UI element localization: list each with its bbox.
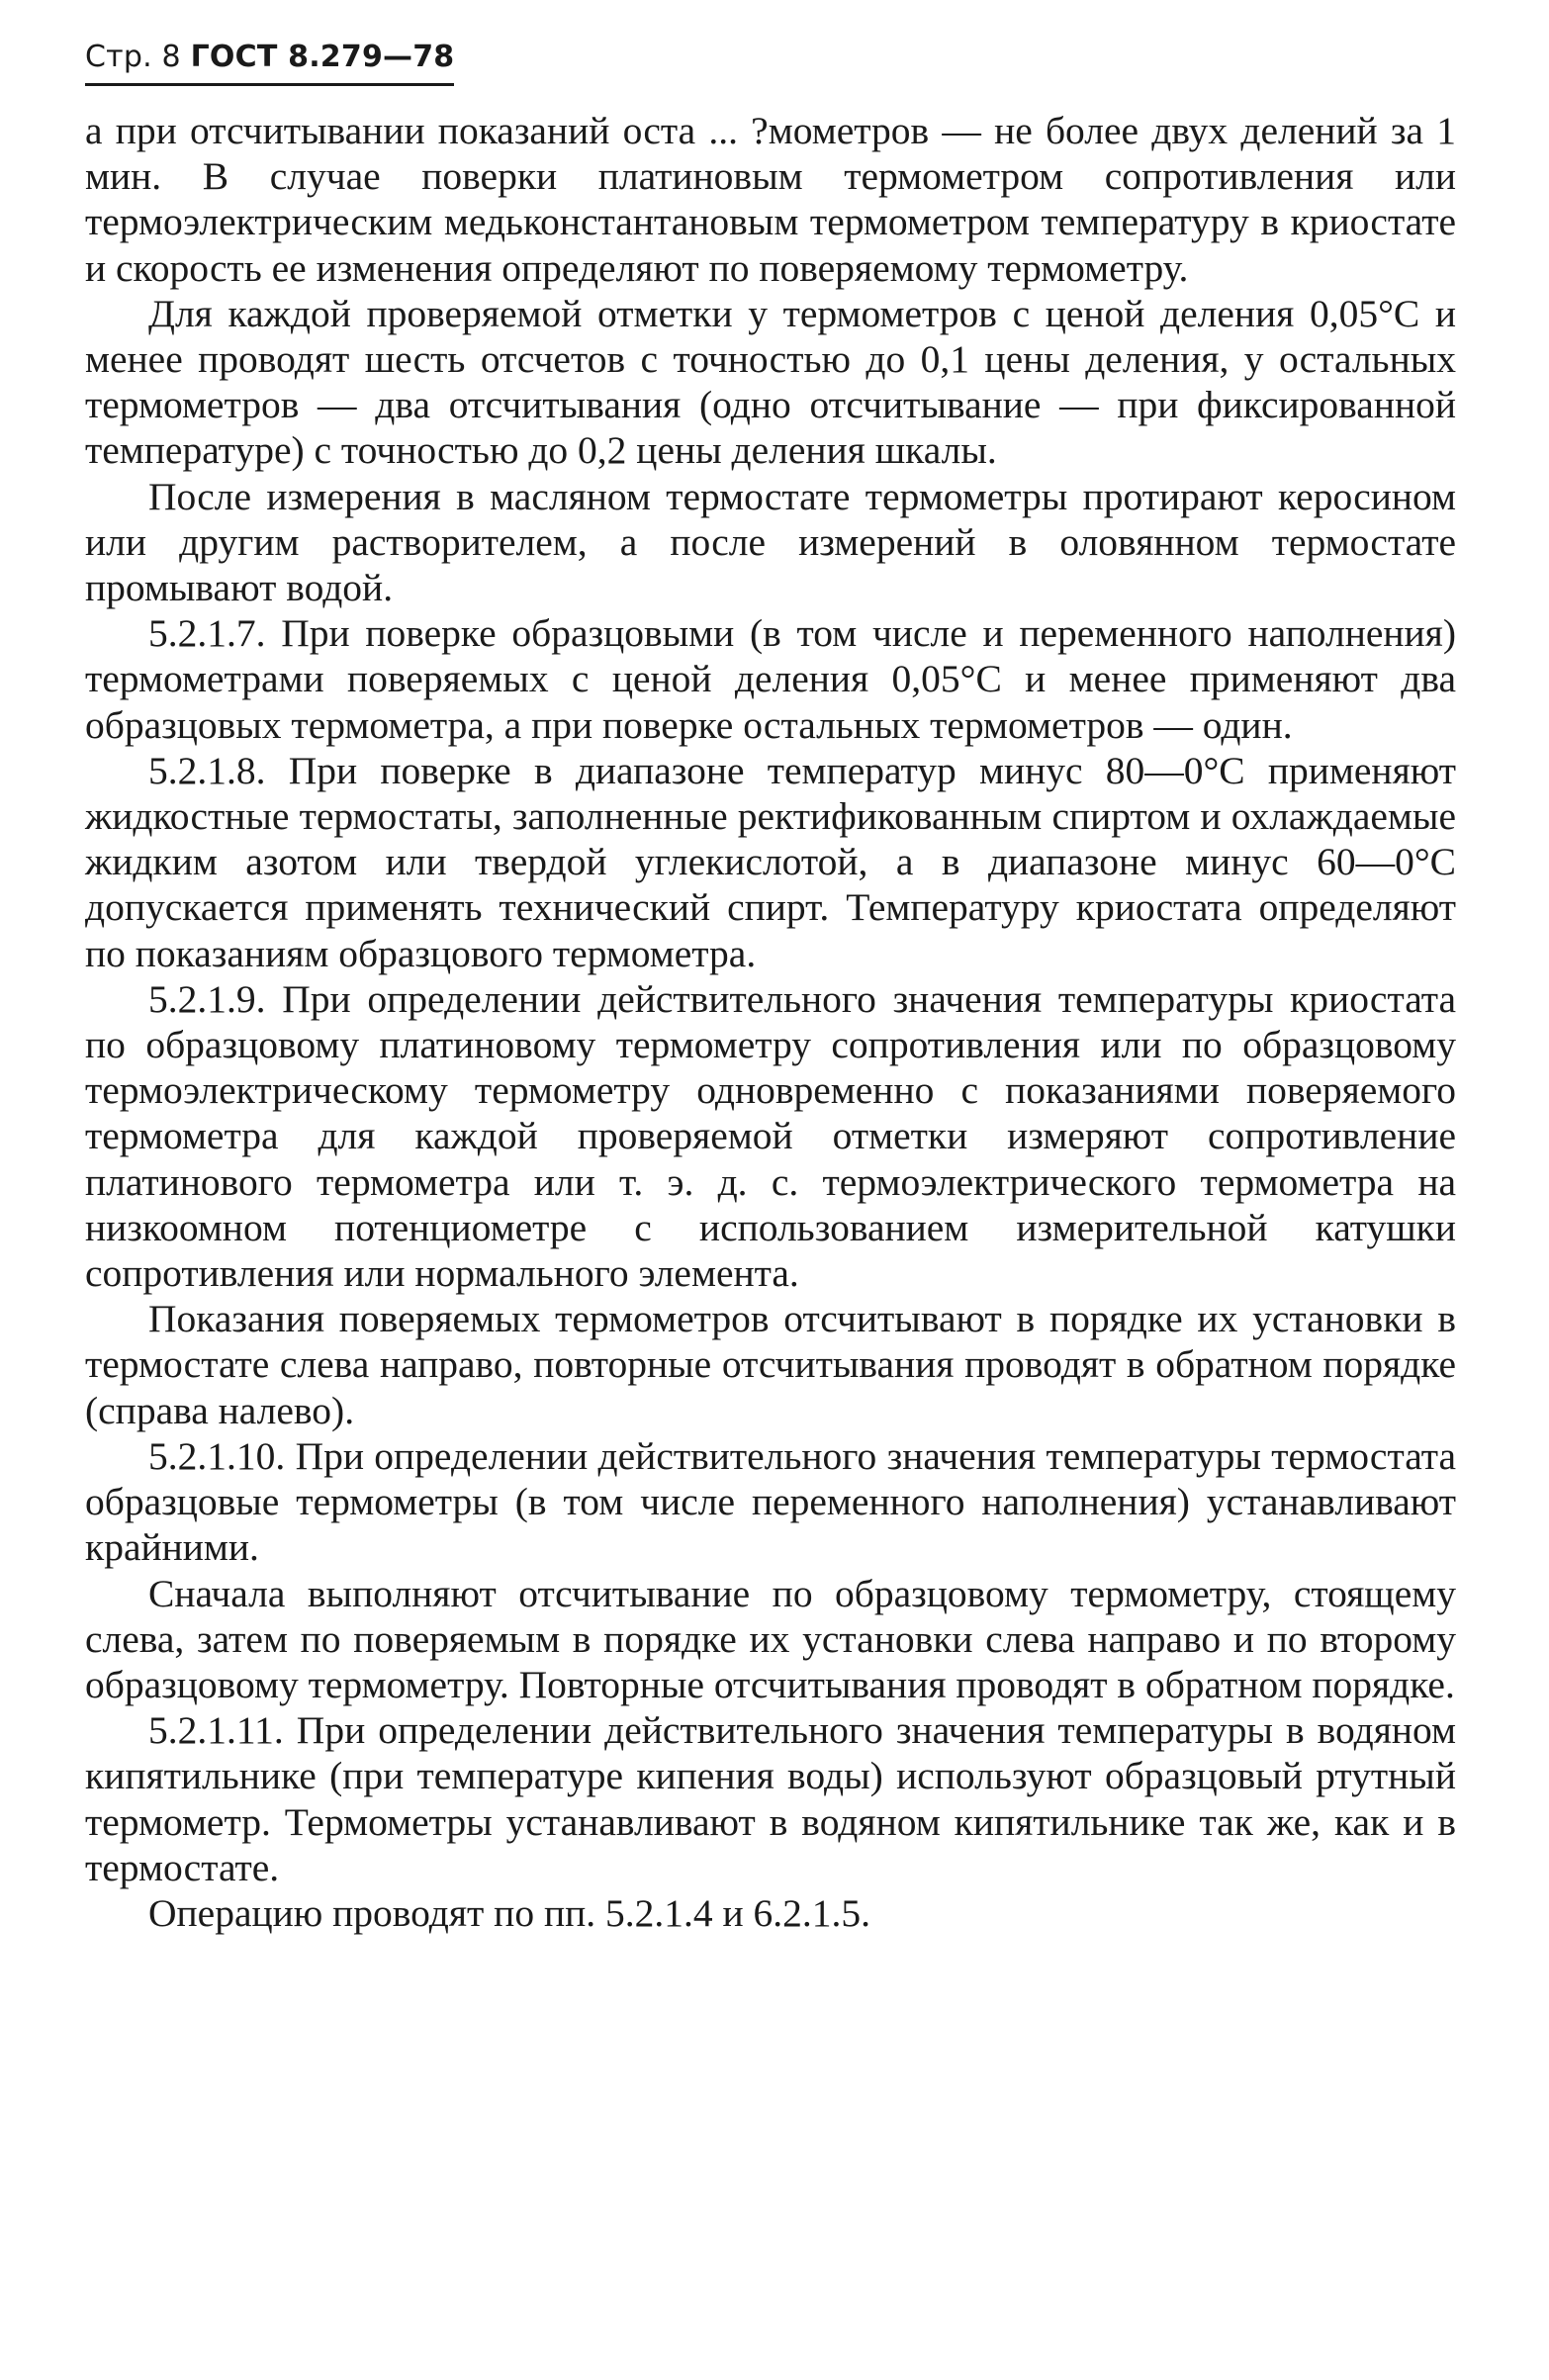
paragraph-readings-order: Показания поверяемых термометров отсчитывают в порядке их установки в термостате слева направо, повторные отсчитывания проводят в обратном порядке (справа налево).: [85, 1297, 1456, 1432]
paragraph-5-2-1-7: 5.2.1.7. При поверке образцовыми (в том числе и переменного наполнения) термометрами поверяемых с ценой деления 0,05°С и менее применяют два образцовых термометра, а при поверке остальных термометров — один.: [85, 611, 1456, 747]
paragraph-5-2-1-10: 5.2.1.10. При определении действительного значения температуры термостата образцовые термометры (в том числе переменного наполнения) устанавливают крайними.: [85, 1433, 1456, 1570]
page-header: [85, 38, 454, 86]
standard-number: ГОСТ 8.279—78: [190, 40, 455, 74]
paragraph-5-2-1-8: 5.2.1.8. При поверке в диапазоне температур минус 80—0°С применяют жидкостные термостаты, заполненные ректификованным спиртом и охлаждаемые жидким азотом или твердой углекислотой, а в диапазоне минус 60—0°С допускается применять технический спирт. Температуру криостата определяют по показаниям образцового термометра.: [85, 748, 1456, 975]
paragraph-5-2-1-11: 5.2.1.11. При определении действительного значения температуры в водяном кипятильнике (при температуре кипения воды) используют образцовый ртутный термометр. Термометры устанавливают в водяном кипятильнике так же, как и в термостате.: [85, 1708, 1456, 1889]
document-body: [85, 108, 1456, 1936]
paragraph-3: После измерения в масляном термостате термометры протирают керосином или другим растворителем, а после измерений в оловянном термостате промывают водой.: [85, 474, 1456, 610]
paragraph-operation: Операцию проводят по пп. 5.2.1.4 и 6.2.1.5.: [148, 1890, 870, 1935]
paragraph-5-2-1-9: 5.2.1.9. При определении действительного значения температуры криостата по образцовому платиновому термометру сопротивления или по образцовому термоэлектрическому термометру одновременно с показаниями поверяемого термометра для каждой проверяемой отметки измеряют сопротивление платинового термометра или т. э. д. с. термоэлектрического термометра на низкоомном потенциометре с использованием измерительной катушки сопротивления или нормального элемента.: [85, 976, 1456, 1296]
paragraph-2: Для каждой проверяемой отметки у термометров с ценой деления 0,05°С и менее проводят шесть отсчетов с точностью до 0,1 цены деления, у остальных термометров — два отсчитывания (одно отсчитывание — при фиксированной температуре) с точностью до 0,2 цены деления шкалы.: [85, 291, 1456, 473]
paragraph-reading-sequence: Сначала выполняют отсчитывание по образцовому термометру, стоящему слева, затем по поверяемым в порядке их установки слева направо и по второму образцовому термометру. Повторные отсчитывания проводят в обратном порядке.: [85, 1571, 1456, 1706]
paragraph-1: а при отсчитывании показаний оста ... ?мометров — не более двух делений за 1 мин. В случае поверки платиновым термометром сопротивления или термоэлектрическим медьконстантановым термометром температуру в криостате и скорость ее изменения определяют по поверяемому термометру.: [85, 109, 1456, 290]
page-label: Стр. 8: [85, 40, 181, 74]
document-page: [85, 38, 1456, 1936]
